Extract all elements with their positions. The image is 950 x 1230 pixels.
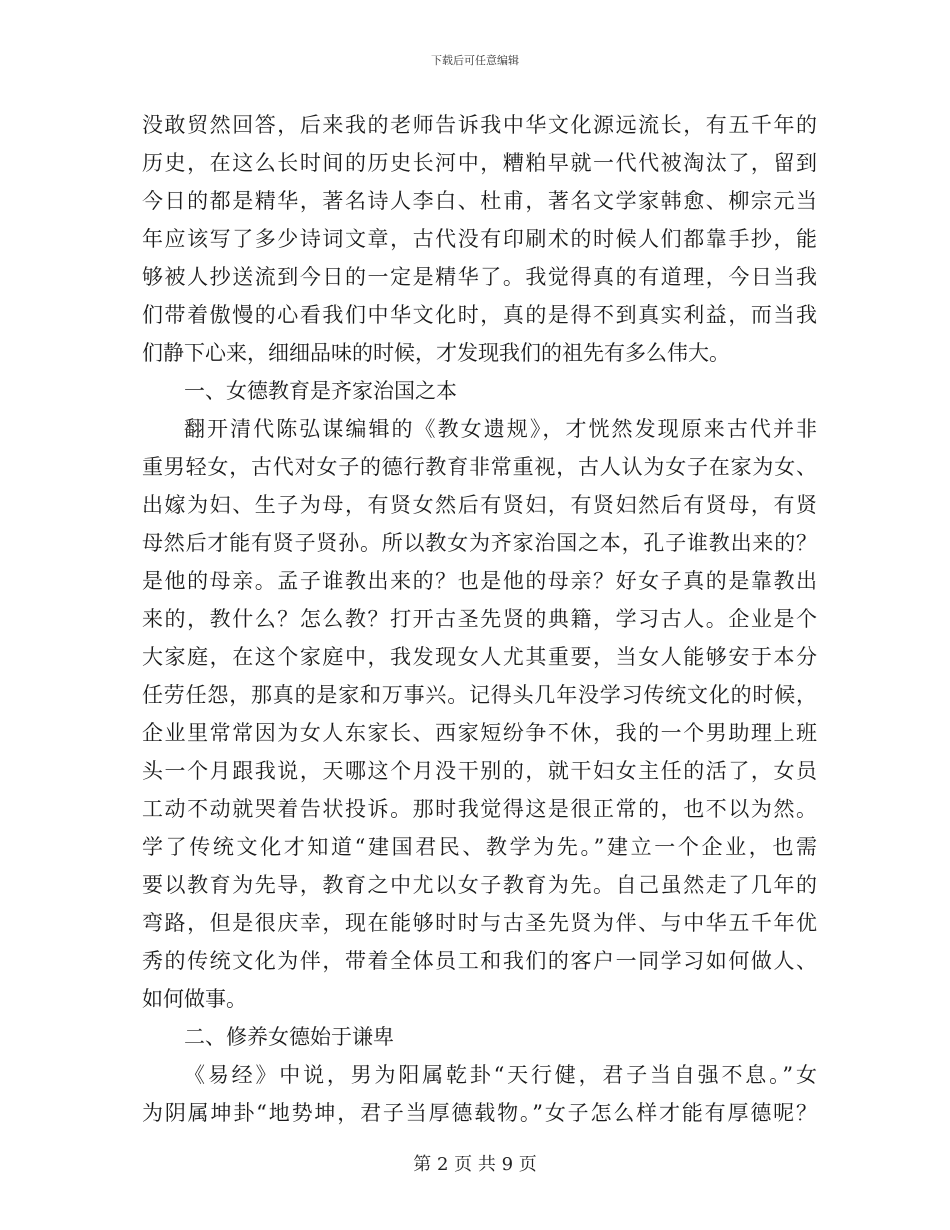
text-line: 学了传统文化才知道“建国君民、教学为先。”建立一个企业，也需	[142, 835, 817, 859]
text-line: 工动不动就哭着告状投诉。那时我觉得这是很正常的，也不以为然。	[142, 797, 817, 821]
text-line: 历史，在这么长时间的历史长河中，糟粕早就一代代被淘汰了，留到	[142, 151, 817, 175]
text-line: 们静下心来，细细品味的时候，才发现我们的祖先有多么伟大。	[142, 341, 730, 365]
page-footer: 第 2 页 共 9 页	[413, 1154, 537, 1175]
text-line: 母然后才能有贤子贤孙。所以教女为齐家治国之本，孔子谁教出来的？	[142, 531, 817, 555]
text-line: 一、女德教育是齐家治国之本	[184, 379, 457, 403]
document-body	[142, 106, 817, 1132]
text-line: 是他的母亲。孟子谁教出来的？也是他的母亲？好女子真的是靠教出	[142, 569, 817, 593]
text-line: 来的，教什么？怎么教？打开古圣先贤的典籍，学习古人。企业是个	[142, 607, 817, 631]
text-line: 要以教育为先导，教育之中尤以女子教育为先。自己虽然走了几年的	[142, 873, 817, 897]
text-line: 们带着傲慢的心看我们中华文化时，真的是得不到真实利益，而当我	[142, 303, 817, 327]
text-line: 出嫁为妇、生子为母，有贤女然后有贤妇，有贤妇然后有贤母，有贤	[142, 493, 817, 517]
page-header: 下载后可任意编辑	[431, 54, 519, 67]
text-line: 二、修养女德始于谦卑	[184, 1025, 394, 1049]
text-line: 头一个月跟我说，天哪这个月没干别的，就干妇女主任的活了，女员	[142, 759, 817, 783]
text-line: 企业里常常因为女人东家长、西家短纷争不休，我的一个男助理上班	[142, 721, 817, 745]
text-line: 任劳任怨，那真的是家和万事兴。记得头几年没学习传统文化的时候，	[142, 683, 817, 707]
text-line: 年应该写了多少诗词文章，古代没有印刷术的时候人们都靠手抄，能	[142, 227, 817, 251]
text-line: 为阴属坤卦“地势坤，君子当厚德载物。”女子怎么样才能有厚德呢？	[142, 1101, 817, 1125]
text-line: 够被人抄送流到今日的一定是精华了。我觉得真的有道理，今日当我	[142, 265, 817, 289]
text-line: 《易经》中说，男为阳属乾卦“天行健，君子当自强不息。”女	[184, 1063, 817, 1087]
text-line: 弯路，但是很庆幸，现在能够时时与古圣先贤为伴、与中华五千年优	[142, 911, 817, 935]
text-line: 没敢贸然回答，后来我的老师告诉我中华文化源远流长，有五千年的	[142, 113, 817, 137]
text-line: 重男轻女，古代对女子的德行教育非常重视，古人认为女子在家为女、	[142, 455, 817, 479]
text-line: 今日的都是精华，著名诗人李白、杜甫，著名文学家韩愈、柳宗元当	[142, 189, 817, 213]
text-line: 翻开清代陈弘谋编辑的《教女遗规》，才恍然发现原来古代并非	[184, 417, 817, 441]
text-line: 如何做事。	[142, 987, 247, 1011]
text-line: 大家庭，在这个家庭中，我发现女人尤其重要，当女人能够安于本分	[142, 645, 817, 669]
text-line: 秀的传统文化为伴，带着全体员工和我们的客户一同学习如何做人、	[142, 949, 817, 973]
